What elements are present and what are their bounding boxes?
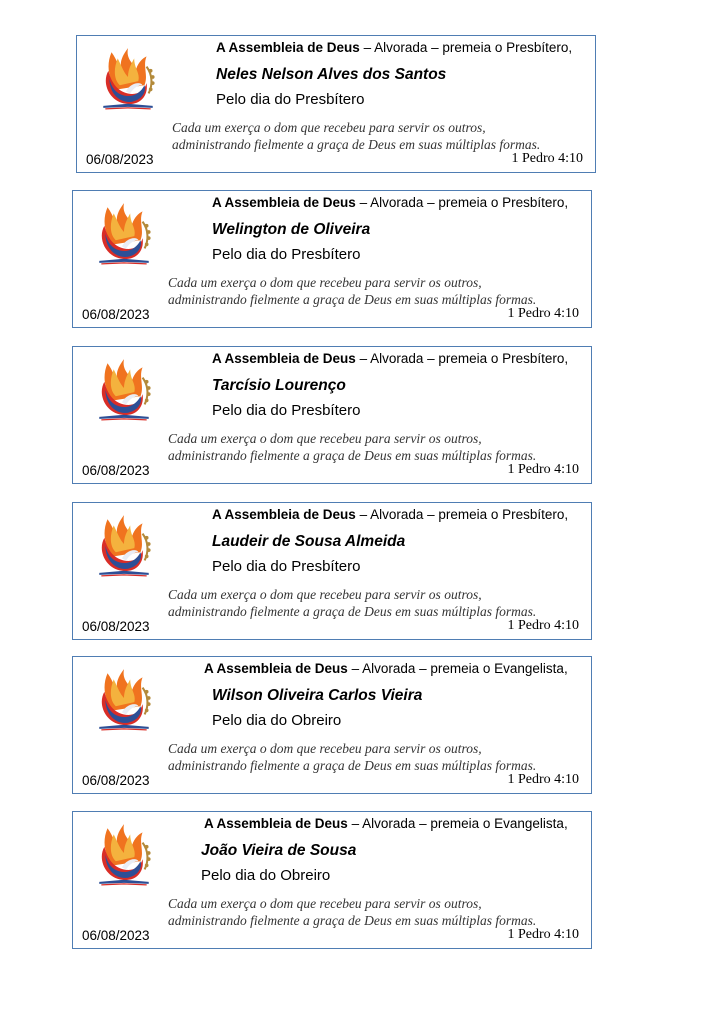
verse-line: Cada um exerça o dom que recebeu para servir os outros, [168,275,482,290]
church-name: A Assembleia de Deus [212,351,356,366]
card-date: 06/08/2023 [86,152,154,167]
honoree-name: Welington de Oliveira [212,221,371,238]
card-header [212,195,568,210]
verse-text [168,895,536,929]
award-reason: Pelo dia do Presbítero [212,558,361,575]
award-reason: Pelo dia do Presbítero [216,91,365,108]
church-logo-icon [93,820,155,888]
verse-reference: 1 Pedro 4:10 [507,462,579,477]
award-reason: Pelo dia do Presbítero [212,402,361,419]
card-date: 06/08/2023 [82,928,150,943]
verse-line: Cada um exerça o dom que recebeu para servir os outros, [168,741,482,756]
church-name: A Assembleia de Deus [204,816,348,831]
verse-line: administrando fielmente a graça de Deus em suas múltiplas formas. [168,448,537,463]
verse-reference: 1 Pedro 4:10 [507,772,579,787]
church-name: A Assembleia de Deus [212,507,356,522]
award-card [72,811,592,949]
verse-text [168,586,536,620]
award-card [72,656,592,794]
verse-line: Cada um exerça o dom que recebeu para servir os outros, [168,431,482,446]
header-text: – Alvorada – premeia o Presbítero, [355,351,569,366]
honoree-name: Wilson Oliveira Carlos Vieira [212,687,423,704]
verse-line: administrando fielmente a graça de Deus em suas múltiplas formas. [168,292,537,307]
card-date: 06/08/2023 [82,619,150,634]
verse-line: administrando fielmente a graça de Deus em suas múltiplas formas. [168,913,537,928]
card-date: 06/08/2023 [82,463,150,478]
verse-line: administrando fielmente a graça de Deus em suas múltiplas formas. [168,758,537,773]
award-reason: Pelo dia do Obreiro [212,712,342,729]
award-card [72,502,592,640]
verse-reference: 1 Pedro 4:10 [511,151,583,166]
honoree-name: Tarcísio Lourenço [212,377,346,394]
honoree-name: João Vieira de Sousa [201,842,357,859]
church-logo-icon [93,665,155,733]
verse-text [168,274,536,308]
header-text: – Alvorada – premeia o Evangelista, [347,816,568,831]
card-header [204,661,568,676]
verse-reference: 1 Pedro 4:10 [507,618,579,633]
verse-line: Cada um exerça o dom que recebeu para servir os outros, [168,896,482,911]
honoree-name: Laudeir de Sousa Almeida [212,533,406,550]
church-logo-icon [93,199,155,267]
card-header [204,816,568,831]
card-date: 06/08/2023 [82,773,150,788]
card-header [212,351,568,366]
award-card [72,190,592,328]
header-text: – Alvorada – premeia o Presbítero, [355,507,569,522]
verse-line: Cada um exerça o dom que recebeu para servir os outros, [172,120,486,135]
header-text: – Alvorada – premeia o Presbítero, [355,195,569,210]
card-header [216,40,572,55]
verse-line: administrando fielmente a graça de Deus em suas múltiplas formas. [168,604,537,619]
verse-text [172,119,540,153]
church-name: A Assembleia de Deus [212,195,356,210]
verse-line: Cada um exerça o dom que recebeu para servir os outros, [168,587,482,602]
award-card [76,35,596,173]
church-name: A Assembleia de Deus [216,40,360,55]
verse-reference: 1 Pedro 4:10 [507,927,579,942]
verse-line: administrando fielmente a graça de Deus em suas múltiplas formas. [172,137,541,152]
church-logo-icon [97,44,159,112]
card-header [212,507,568,522]
church-logo-icon [93,511,155,579]
verse-text [168,430,536,464]
award-card [72,346,592,484]
verse-reference: 1 Pedro 4:10 [507,306,579,321]
header-text: – Alvorada – premeia o Evangelista, [347,661,568,676]
honoree-name: Neles Nelson Alves dos Santos [216,66,447,83]
award-reason: Pelo dia do Presbítero [212,246,361,263]
church-name: A Assembleia de Deus [204,661,348,676]
verse-text [168,740,536,774]
card-date: 06/08/2023 [82,307,150,322]
header-text: – Alvorada – premeia o Presbítero, [359,40,573,55]
award-reason: Pelo dia do Obreiro [201,867,331,884]
church-logo-icon [93,355,155,423]
